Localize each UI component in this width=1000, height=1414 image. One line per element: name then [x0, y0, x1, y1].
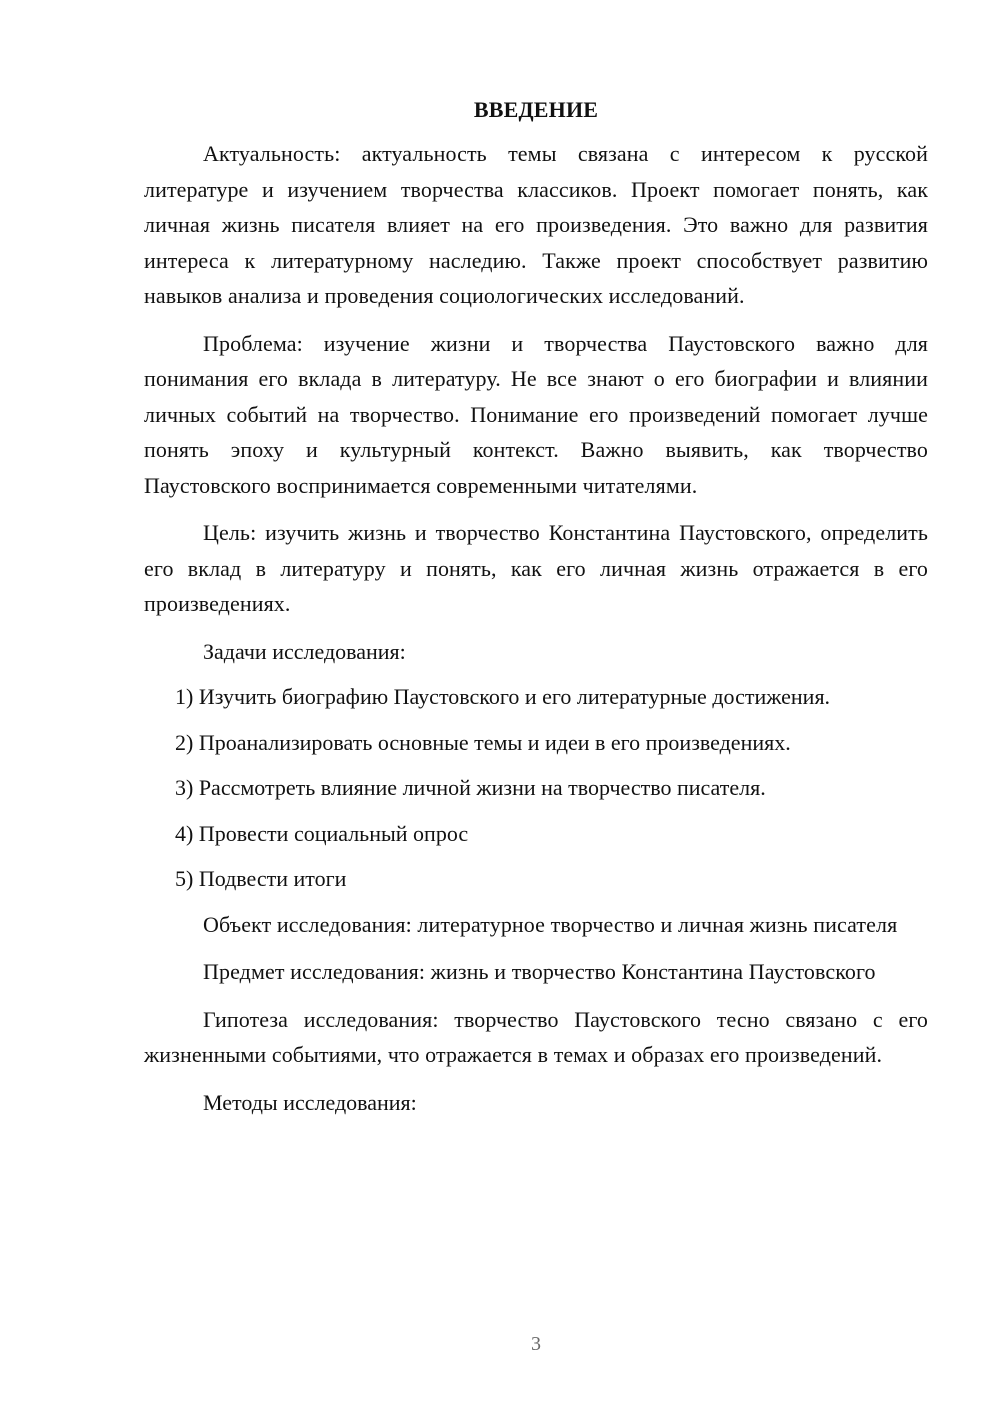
goal-paragraph: Цель: изучить жизнь и творчество Константина Паустовского, определить его вклад в литературу и понять, как его личная жизнь отражается в его произведениях. [144, 520, 928, 616]
problem-paragraph: Проблема: изучение жизни и творчества Паустовского важно для понимания его вклада в литературу. Не все знают о его биографии и влиянии личных событий на творчество. Понимание его произведений помогает лучше понять эпоху и культурный контекст. Важно выявить, как творчество Паустовского воспринимается современными читателями. [144, 330, 928, 498]
hypothesis-paragraph: Гипотеза исследования: творчество Паустовского тесно связано с его жизненными событиями, что отражается в темах и образах его произведений. [144, 1006, 928, 1067]
section-heading: ВВЕДЕНИЕ [473, 97, 599, 122]
object-paragraph: Объект исследования: литературное творчество и личная жизнь писателя [203, 911, 898, 937]
page-content [144, 96, 928, 1130]
task-item-2: 2) Проанализировать основные темы и идеи в его произведениях. [175, 729, 791, 755]
page-number: 3 [531, 1333, 541, 1355]
tasks-heading: Задачи исследования: [203, 638, 406, 664]
subject-paragraph: Предмет исследования: жизнь и творчество Константина Паустовского [203, 959, 876, 984]
task-item-5: 5) Подвести итоги [175, 866, 347, 891]
relevance-paragraph: Актуальность: актуальность темы связана с интересом к русской литературе и изучением творчества классиков. Проект помогает понять, как личная жизнь писателя влияет на его произведения. Это важно для развития интереса к литературному наследию. Также проект способствует развитию навыков анализа и проведения социологических исследований. [144, 141, 928, 308]
task-item-1: 1) Изучить биографию Паустовского и его литературные достижения. [175, 684, 831, 709]
task-item-4: 4) Провести социальный опрос [175, 820, 469, 846]
tasks-list [144, 679, 928, 897]
task-item-3: 3) Рассмотреть влияние личной жизни на творчество писателя. [175, 775, 766, 800]
methods-heading: Методы исследования: [203, 1089, 417, 1115]
